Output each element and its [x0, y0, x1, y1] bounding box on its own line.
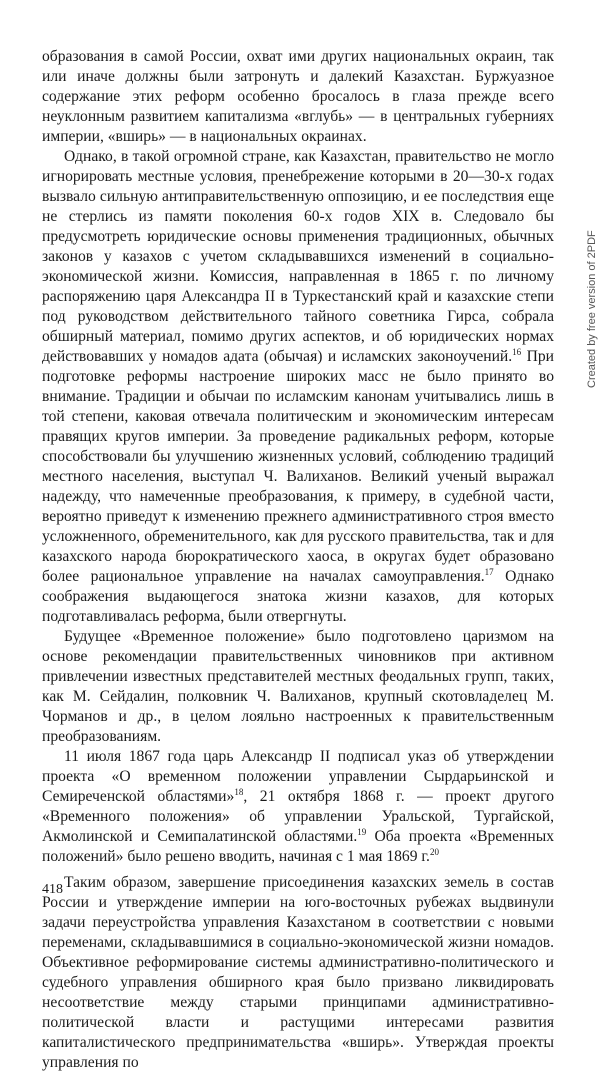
paragraph-text: , 21 октября 1868 г. — проект другого «Временного положения» об управлении Уральской, Тургайской, Акмолинской и Семипалатинской областями. — [42, 788, 554, 845]
paragraph-text: Однако соображения выдающегося знатока жизни казахов, для которых подготавливалась реформа, были отвергнуты. — [42, 568, 554, 625]
paragraph — [42, 627, 554, 747]
paragraph-text: Оба проекта «Временных положений» было решено вводить, начиная с 1 мая 1869 г. — [42, 828, 554, 865]
footnote-ref: 18 — [234, 786, 244, 797]
paragraph — [42, 47, 554, 147]
paragraph-text: образования в самой России, охват ими других национальных окраин, так или иначе должны были затронуть и далекий Казахстан. Буржуазное содержание этих реформ особенно бросалось в глаза прежде всего неуклонным развитием капитализма «вглубь» — в центральных губерниях империи, «вширь» — в национальных окраинах. — [42, 48, 554, 145]
paragraph-text: 11 июля 1867 года царь Александр II подписал указ об утверждении проекта «О временном положении управлении Сырдарьинской и Семиреченской областями» — [42, 748, 554, 805]
paragraph-text: Однако, в такой огромной стране, как Казахстан, правительство не могло игнорировать местные условия, пренебрежение которыми в 20—30-х годах вызвало сильную антиправительственную оппозицию, и ее последствия еще не стерлись из памяти поколения 60-х годов XIX в. Следовало бы предусмотреть юридические основы применения традиционных, обычных законов у казахов с учетом складывавшихся изменений в социально-экономической жизни. Комиссия, направленная в 1865 г. по личному распоряжению царя Александра II в Туркестанский край и казахские степи под руководством действительного тайного советника Гирса, собрала обширный материал, помимо других аспектов, и об юридических нормах действовавших у номадов адата (обычая) и исламских законоучений. — [42, 148, 554, 365]
paragraph — [42, 747, 554, 867]
footnote-ref: 20 — [429, 846, 439, 857]
page-number: 418 — [42, 882, 63, 897]
paragraph — [42, 873, 554, 1073]
footnote-ref: 19 — [357, 826, 367, 837]
watermark-text: Created by free version of 2PDF — [586, 230, 598, 388]
footnote-ref: 16 — [512, 346, 522, 357]
footnote-ref: 17 — [484, 566, 494, 577]
paragraph-text: При подготовке реформы настроение широких масс не было принято во внимание. Традиции и обычаи по исламским канонам учитывались лишь в той степени, каковая отвечала политическим и экономическим интересам правящих кругов империи. За проведение радикальных реформ, которые способствовали бы улучшению жизненных условий, соблюдению традиций местного населения, выступал Ч. Валиханов. Великий ученый выражал надежду, что намеченные преобразования, к примеру, в судебной части, вероятно приведут к изменению прежнего административного строя вместо усложненного, обременительного, как для русского правительства, так и для казахского народа бюрократического хаоса, в округах будет образовано более рациональное управление на началах самоуправления. — [42, 348, 554, 585]
paragraph-text: Таким образом, завершение присоединения казахских земель в состав России и утверждение империи на юго-восточных рубежах выдвинули задачи переустройства управления Казахстаном в соответствии с новыми переменами, складывавшимися в социально-экономической жизни номадов. Объективное реформирование системы административно-политического и судебного управления обширного края было призвано ликвидировать несоответствие между старыми принципами административно-политической власти и растущими интересами развития капиталистического предпринимательства «вширь». Утверждая проекты управления по — [42, 874, 554, 1071]
paragraph — [42, 147, 554, 627]
paragraph-text: Будущее «Временное положение» было подготовлено царизмом на основе рекомендации правительственных чиновников при активном привлечении известных представителей местных феодальных групп, таких, как М. Сейдалин, полковник Ч. Валиханов, крупный скотовладелец М. Чорманов и др., в целом лояльно настроенных к правительственным преобразованиям. — [42, 628, 554, 745]
page-body-text — [42, 47, 554, 1073]
